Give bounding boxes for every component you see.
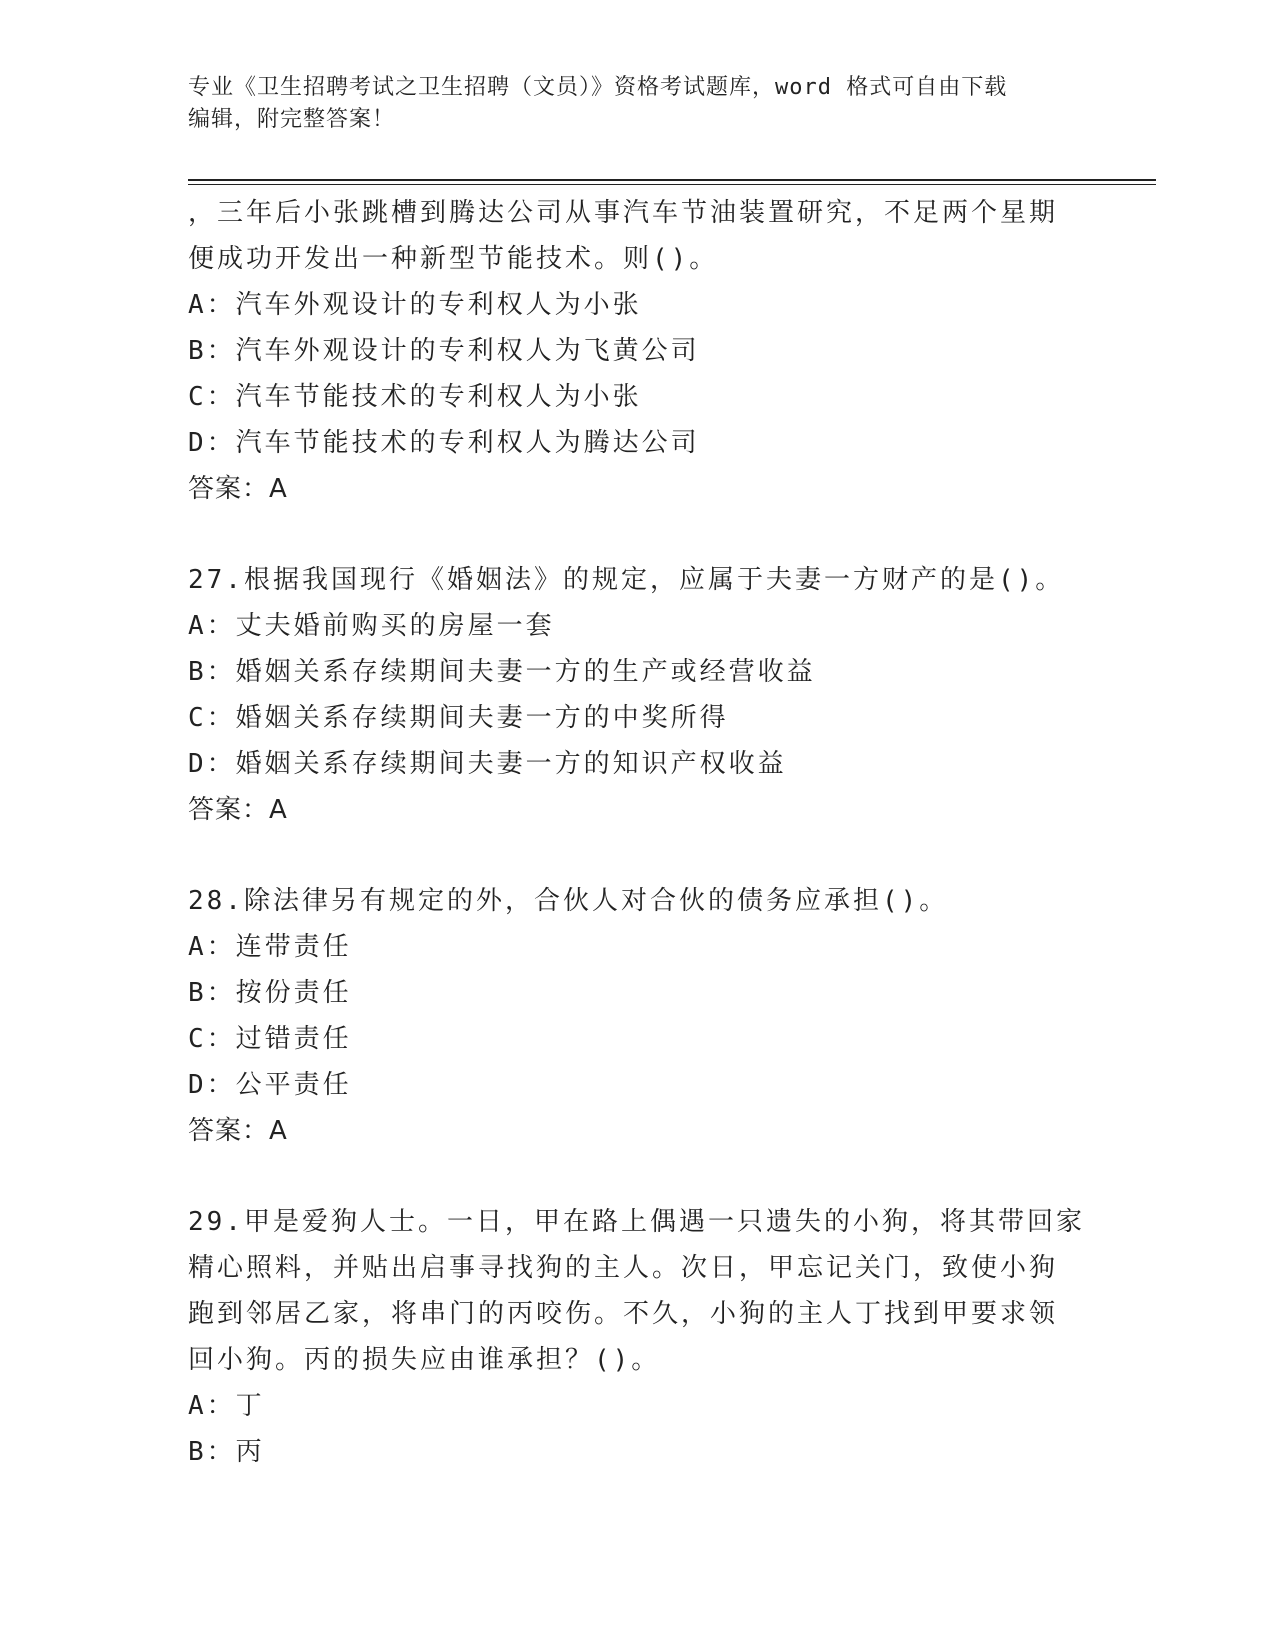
question-stem-line: 便成功开发出一种新型节能技术。则()。 xyxy=(188,244,719,274)
answer-label: 答案：A xyxy=(188,795,288,825)
spacer xyxy=(188,833,1088,878)
document-header xyxy=(188,72,1088,136)
option-a: A：汽车外观设计的专利权人为小张 xyxy=(188,290,642,320)
question-29 xyxy=(188,1199,1088,1475)
option-d: D：婚姻关系存续期间夫妻一方的知识产权收益 xyxy=(188,749,787,779)
question-stem-line: 回小狗。丙的损失应由谁承担？()。 xyxy=(188,1345,661,1375)
option-b: B：丙 xyxy=(188,1437,265,1467)
question-stem: 28.除法律另有规定的外，合伙人对合伙的债务应承担()。 xyxy=(188,886,949,916)
question-stem-line: 跑到邻居乙家，将串门的丙咬伤。不久，小狗的主人丁找到甲要求领 xyxy=(188,1299,1059,1329)
question-stem-line: 29.甲是爱狗人士。一日，甲在路上偶遇一只遗失的小狗，将其带回家 xyxy=(188,1207,1085,1237)
answer-label: 答案：A xyxy=(188,1116,288,1146)
question-list xyxy=(188,190,1088,1475)
option-d: D：汽车节能技术的专利权人为腾达公司 xyxy=(188,428,700,458)
header-divider-thick xyxy=(188,179,1156,181)
option-b: B：婚姻关系存续期间夫妻一方的生产或经营收益 xyxy=(188,657,816,687)
question-26-continued xyxy=(188,190,1088,512)
option-b: B：按份责任 xyxy=(188,978,352,1008)
question-stem-line: 精心照料，并贴出启事寻找狗的主人。次日，甲忘记关门，致使小狗 xyxy=(188,1253,1059,1283)
option-a: A：连带责任 xyxy=(188,932,352,962)
question-28 xyxy=(188,878,1088,1154)
header-line-1: 专业《卫生招聘考试之卫生招聘（文员）》资格考试题库，word 格式可自由下载 xyxy=(188,75,1008,100)
spacer xyxy=(188,512,1088,557)
option-a: A：丈夫婚前购买的房屋一套 xyxy=(188,611,555,641)
option-d: D：公平责任 xyxy=(188,1070,352,1100)
header-line-2: 编辑，附完整答案！ xyxy=(188,107,396,132)
option-a: A：丁 xyxy=(188,1391,265,1421)
answer-label: 答案：A xyxy=(188,474,288,504)
question-stem-line: ，三年后小张跳槽到腾达公司从事汽车节油装置研究，不足两个星期 xyxy=(188,198,1059,228)
option-b: B：汽车外观设计的专利权人为飞黄公司 xyxy=(188,336,700,366)
question-27 xyxy=(188,557,1088,833)
option-c: C：婚姻关系存续期间夫妻一方的中奖所得 xyxy=(188,703,729,733)
option-c: C：汽车节能技术的专利权人为小张 xyxy=(188,382,642,412)
header-divider-thin xyxy=(188,184,1156,185)
option-c: C：过错责任 xyxy=(188,1024,352,1054)
spacer xyxy=(188,1154,1088,1199)
question-stem: 27.根据我国现行《婚姻法》的规定，应属于夫妻一方财产的是()。 xyxy=(188,565,1065,595)
